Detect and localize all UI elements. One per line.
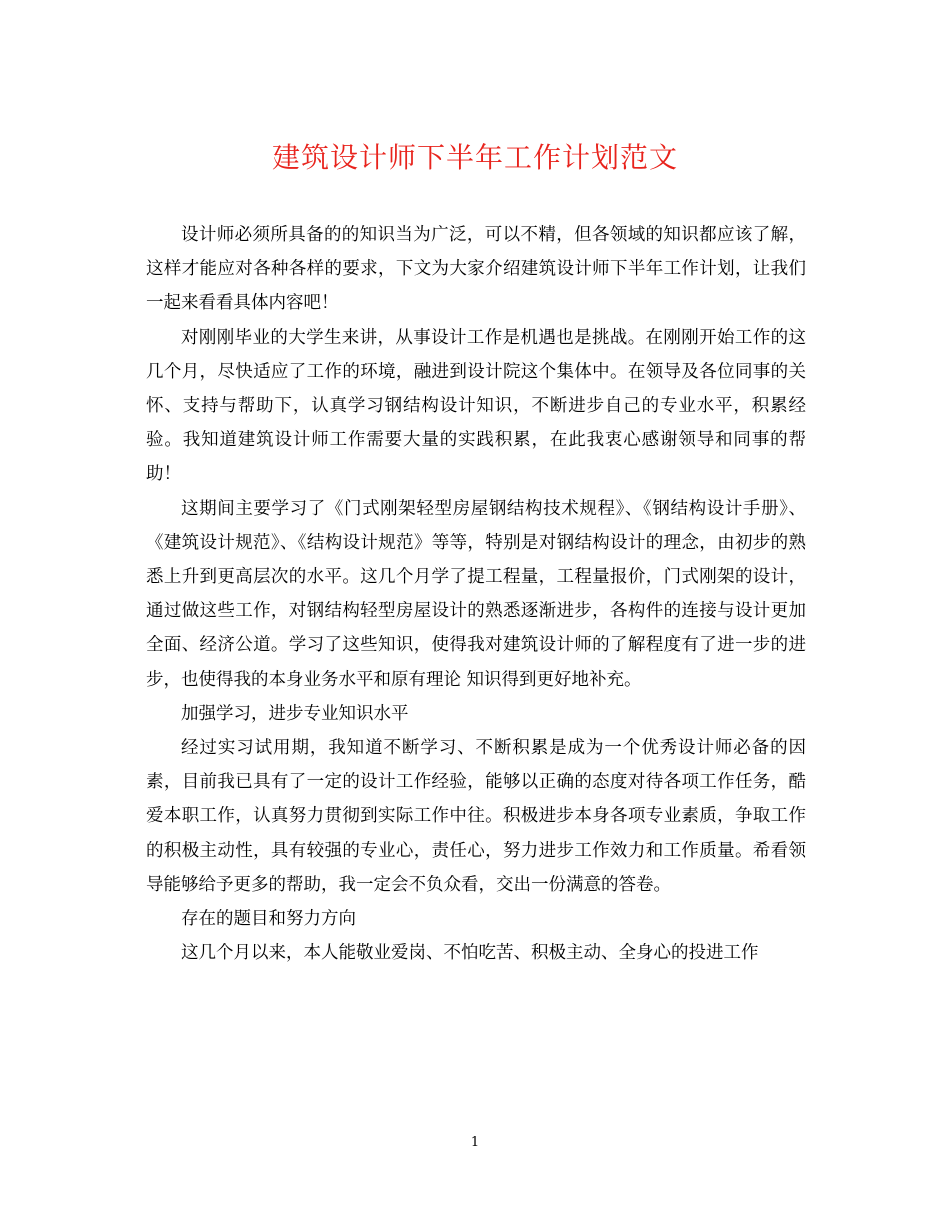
page-number: 1: [470, 1135, 480, 1150]
document-title: 建筑设计师下半年工作计划范文: [271, 141, 678, 174]
section-heading-learning: 加强学习，进步专业知识水平: [181, 703, 409, 724]
section-heading-problems: 存在的题目和努力方向: [181, 909, 356, 930]
paragraph-graduate-challenge: 对刚刚毕业的大学生来讲，从事设计工作是机遇也是挑战。在刚刚开始工作的这几个月，尽快适应了工作的环境，融进到设计院这个集体中。在领导及各位同事的关怀、支持与帮助下，认真学习钢结构设计知识，不断进步自己的专业水平，积累经验。我知道建筑设计师工作需要大量的实践积累，在此我衷心感谢领导和同事的帮助！: [146, 327, 806, 485]
paragraph-internship: 经过实习试用期，我知道不断学习、不断积累是成为一个优秀设计师必备的因素，目前我已具有了一定的设计工作经验，能够以正确的态度对待各项工作任务，酷爱本职工作，认真努力贯彻到实际工作中往。积极进步本身各项专业素质，争取工作的积极主动性，具有较强的专业心，责任心，努力进步工作效力和工作质量。希看领导能够给予更多的帮助，我一定会不负众看，交出一份满意的答卷。: [146, 738, 806, 895]
paragraph-dedication: 这几个月以来，本人能敬业爱岗、不怕吃苦、积极主动、全身心的投进工作: [181, 943, 759, 964]
paragraph-intro: 设计师必须所具备的的知识当为广泛，可以不精，但各领域的知识都应该了解，这样才能应对各种各样的要求，下文为大家介绍建筑设计师下半年工作计划，让我们一起来看看具体内容吧！: [146, 225, 806, 314]
document-body: [146, 218, 806, 970]
paragraph-study-content: 这期间主要学习了《门式刚架轻型房屋钢结构技术规程》、《钢结构设计手册》、《建筑设计规范》、《结构设计规范》等等，特别是对钢结构设计的理念，由初步的熟悉上升到更高层次的水平。这几个月学了提工程量，工程量报价，门式刚架的设计，通过做这些工作，对钢结构轻型房屋设计的熟悉逐渐进步，各构件的连接与设计更加全面、经济公道。学习了这些知识，使得我对建筑设计师的了解程度有了进一步的进步，也使得我的本身业务水平和原有理论 知识得到更好地补充。: [146, 498, 806, 690]
